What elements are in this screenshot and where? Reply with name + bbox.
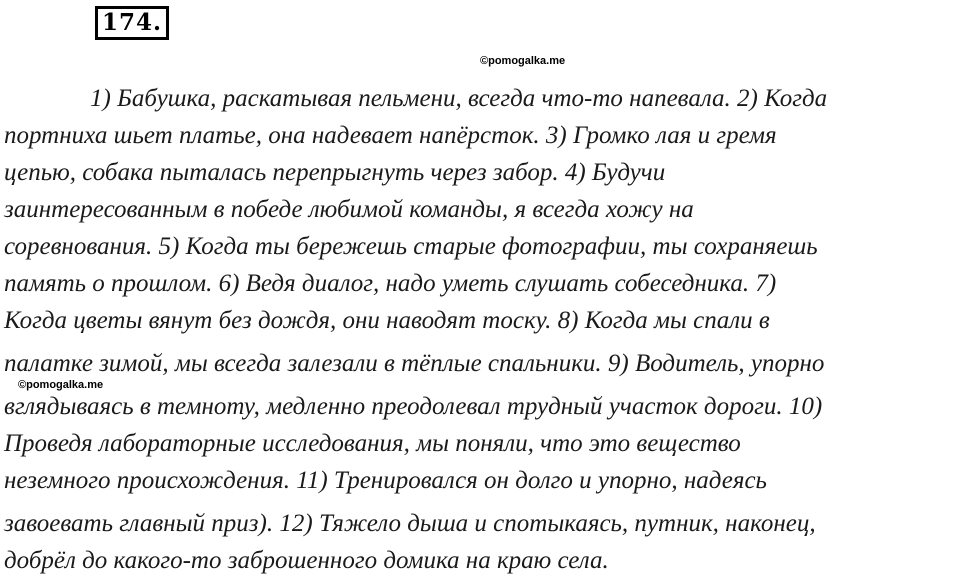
text-line: завоевать главный приз). 12) Тяжело дыша и спотыкаясь, путник, наконец, [4,510,816,537]
text-line: неземного происхождения. 11) Тренировался он долго и упорно, надеясь [4,467,767,494]
text-line: соревнования. 5) Когда ты бережешь старые фотографии, ты сохраняешь [4,233,818,260]
text-line: заинтересованным в победе любимой команды, я всегда хожу на [4,196,694,223]
text-line: палатке зимой, мы всегда залезали в тёплые спальники. 9) Водитель, упорно [4,350,825,377]
text-line: цепью, собака пыталась перепрыгнуть через забор. 4) Будучи [4,159,666,186]
watermark-middle: ©pomogalka.me [18,379,104,391]
text-line: вглядываясь в темноту, медленно преодолевал трудный участок дороги. 10) [4,393,823,420]
text-line: 1) Бабушка, раскатывая пельмени, всегда что-то напевала. 2) Когда [90,85,828,112]
watermark-top: ©pomogalka.me [480,55,566,67]
text-line: Проведя лабораторные исследования, мы поняли, что это вещество [4,430,741,457]
text-line: Когда цветы вянут без дождя, они наводят тоску. 8) Когда мы спали в [4,307,770,334]
text-line: портниха шьет платье, она надевает напёрсток. 3) Громко лая и гремя [4,122,777,149]
task-number: 174. [95,6,169,40]
text-line: добрёл до какого-то заброшенного домика на краю села. [4,547,609,574]
text-line: память о прошлом. 6) Ведя диалог, надо уметь слушать собеседника. 7) [4,270,777,297]
